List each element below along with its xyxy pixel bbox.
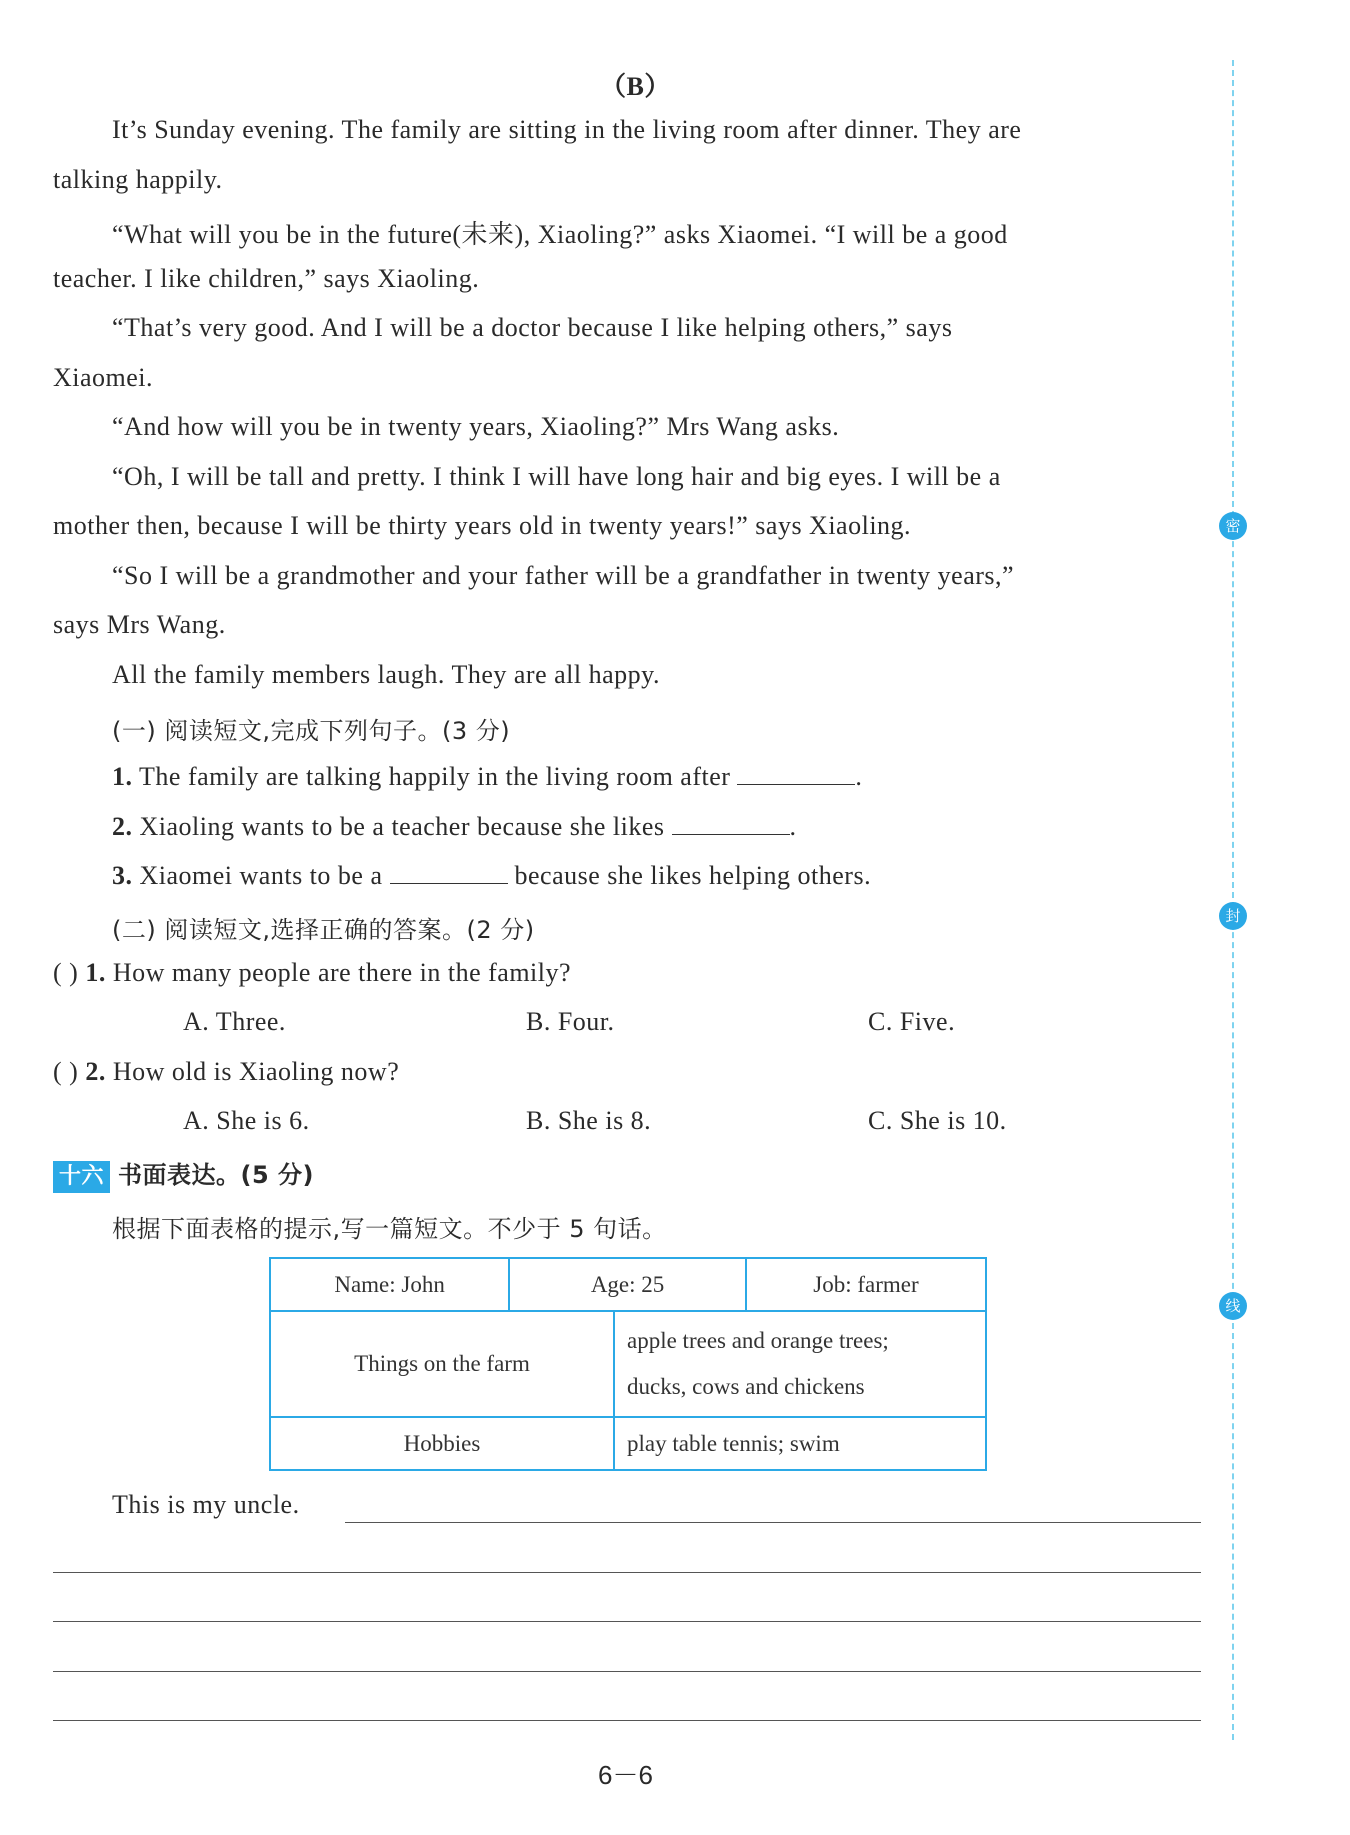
- option-c: C. Five.: [868, 1007, 956, 1036]
- name-cell: Name: John: [270, 1258, 509, 1311]
- passage-line: “What will you be in the future(未来), Xiaoling?” asks Xiaomei. “I will be a good: [112, 220, 1008, 249]
- answer-paren[interactable]: ( ): [53, 958, 79, 987]
- question-text: because she likes helping others.: [514, 861, 872, 890]
- period: .: [789, 812, 797, 841]
- things-label-cell: Things on the farm: [270, 1311, 614, 1417]
- hobbies-label-cell: Hobbies: [270, 1417, 614, 1470]
- writing-starter: This is my uncle.: [112, 1490, 300, 1519]
- table-row: [270, 1417, 986, 1470]
- answer-blank[interactable]: [672, 810, 790, 835]
- option-b: B. She is 8.: [526, 1106, 652, 1135]
- passage-line: All the family members laugh. They are all happy.: [112, 660, 660, 689]
- things-line: ducks, cows and chickens: [627, 1374, 865, 1399]
- passage-line: teacher. I like children,” says Xiaoling.: [53, 264, 480, 293]
- writing-line[interactable]: [345, 1522, 1201, 1523]
- answer-blank[interactable]: [390, 859, 508, 884]
- writing-line[interactable]: [53, 1671, 1201, 1672]
- writing-line[interactable]: [53, 1621, 1201, 1622]
- passage-line: Xiaomei.: [53, 363, 154, 392]
- page-number: 6－6: [598, 1760, 653, 1790]
- part2-instruction: (二) 阅读短文,选择正确的答案。(2 分): [112, 916, 535, 944]
- question-number: 2.: [85, 1057, 106, 1086]
- option-b: B. Four.: [526, 1007, 615, 1036]
- question-number: 1.: [85, 958, 106, 987]
- things-line: apple trees and orange trees;: [627, 1328, 889, 1353]
- writing-title: 书面表达。(5 分): [118, 1161, 315, 1189]
- table-row: [270, 1258, 986, 1311]
- part1-question-3: [112, 859, 871, 891]
- part1-instruction: (一) 阅读短文,完成下列句子。(3 分): [112, 717, 511, 745]
- answer-blank[interactable]: [737, 760, 855, 785]
- prompt-table-lower: [269, 1310, 987, 1471]
- option-a: A. Three.: [183, 1007, 286, 1036]
- margin-seal-mark: 线: [1219, 1292, 1247, 1320]
- prompt-table: [269, 1257, 987, 1312]
- option-a: A. She is 6.: [183, 1106, 310, 1135]
- table-row: [270, 1311, 986, 1417]
- writing-instruction: 根据下面表格的提示,写一篇短文。不少于 5 句话。: [112, 1215, 667, 1243]
- section-title: （B）: [600, 72, 671, 101]
- margin-seal-mark: 密: [1219, 512, 1247, 540]
- question-text: How many people are there in the family?: [112, 958, 572, 987]
- things-value-cell: [614, 1311, 986, 1417]
- part1-question-1: [112, 760, 862, 792]
- age-cell: Age: 25: [509, 1258, 746, 1311]
- question-text: How old is Xiaoling now?: [112, 1057, 400, 1086]
- passage-line: talking happily.: [53, 165, 223, 194]
- question-number: 2.: [112, 812, 133, 841]
- binding-margin-line: [1232, 60, 1234, 1740]
- writing-line[interactable]: [53, 1720, 1201, 1721]
- answer-paren[interactable]: ( ): [53, 1057, 79, 1086]
- part1-question-2: [112, 810, 797, 842]
- passage-line: “And how will you be in twenty years, Xiaoling?” Mrs Wang asks.: [112, 412, 840, 441]
- writing-heading: [53, 1155, 314, 1193]
- hobbies-value-cell: play table tennis; swim: [614, 1417, 986, 1470]
- job-cell: Job: farmer: [746, 1258, 986, 1311]
- question-text: The family are talking happily in the living room after: [139, 762, 731, 791]
- passage-line: It’s Sunday evening. The family are sitting in the living room after dinner. They are: [112, 115, 1022, 144]
- part2-question-1: [53, 958, 571, 988]
- question-text: Xiaomei wants to be a: [139, 861, 383, 890]
- question-number: 3.: [112, 861, 133, 890]
- passage-line: “So I will be a grandmother and your father will be a grandfather in twenty years,”: [112, 561, 1015, 590]
- question-text: Xiaoling wants to be a teacher because she likes: [139, 812, 665, 841]
- passage-line: “That’s very good. And I will be a doctor because I like helping others,” says: [112, 313, 953, 342]
- margin-seal-mark: 封: [1219, 902, 1247, 930]
- question-number: 1.: [112, 762, 133, 791]
- part2-question-2: [53, 1057, 399, 1087]
- passage-line: mother then, because I will be thirty years old in twenty years!” says Xiaoling.: [53, 511, 912, 540]
- period: .: [855, 762, 863, 791]
- writing-line[interactable]: [53, 1572, 1201, 1573]
- passage-line: says Mrs Wang.: [53, 610, 226, 639]
- section-number-badge: 十六: [53, 1161, 110, 1193]
- option-c: C. She is 10.: [868, 1106, 1007, 1135]
- passage-line: “Oh, I will be tall and pretty. I think I will have long hair and big eyes. I will be a: [112, 462, 1001, 491]
